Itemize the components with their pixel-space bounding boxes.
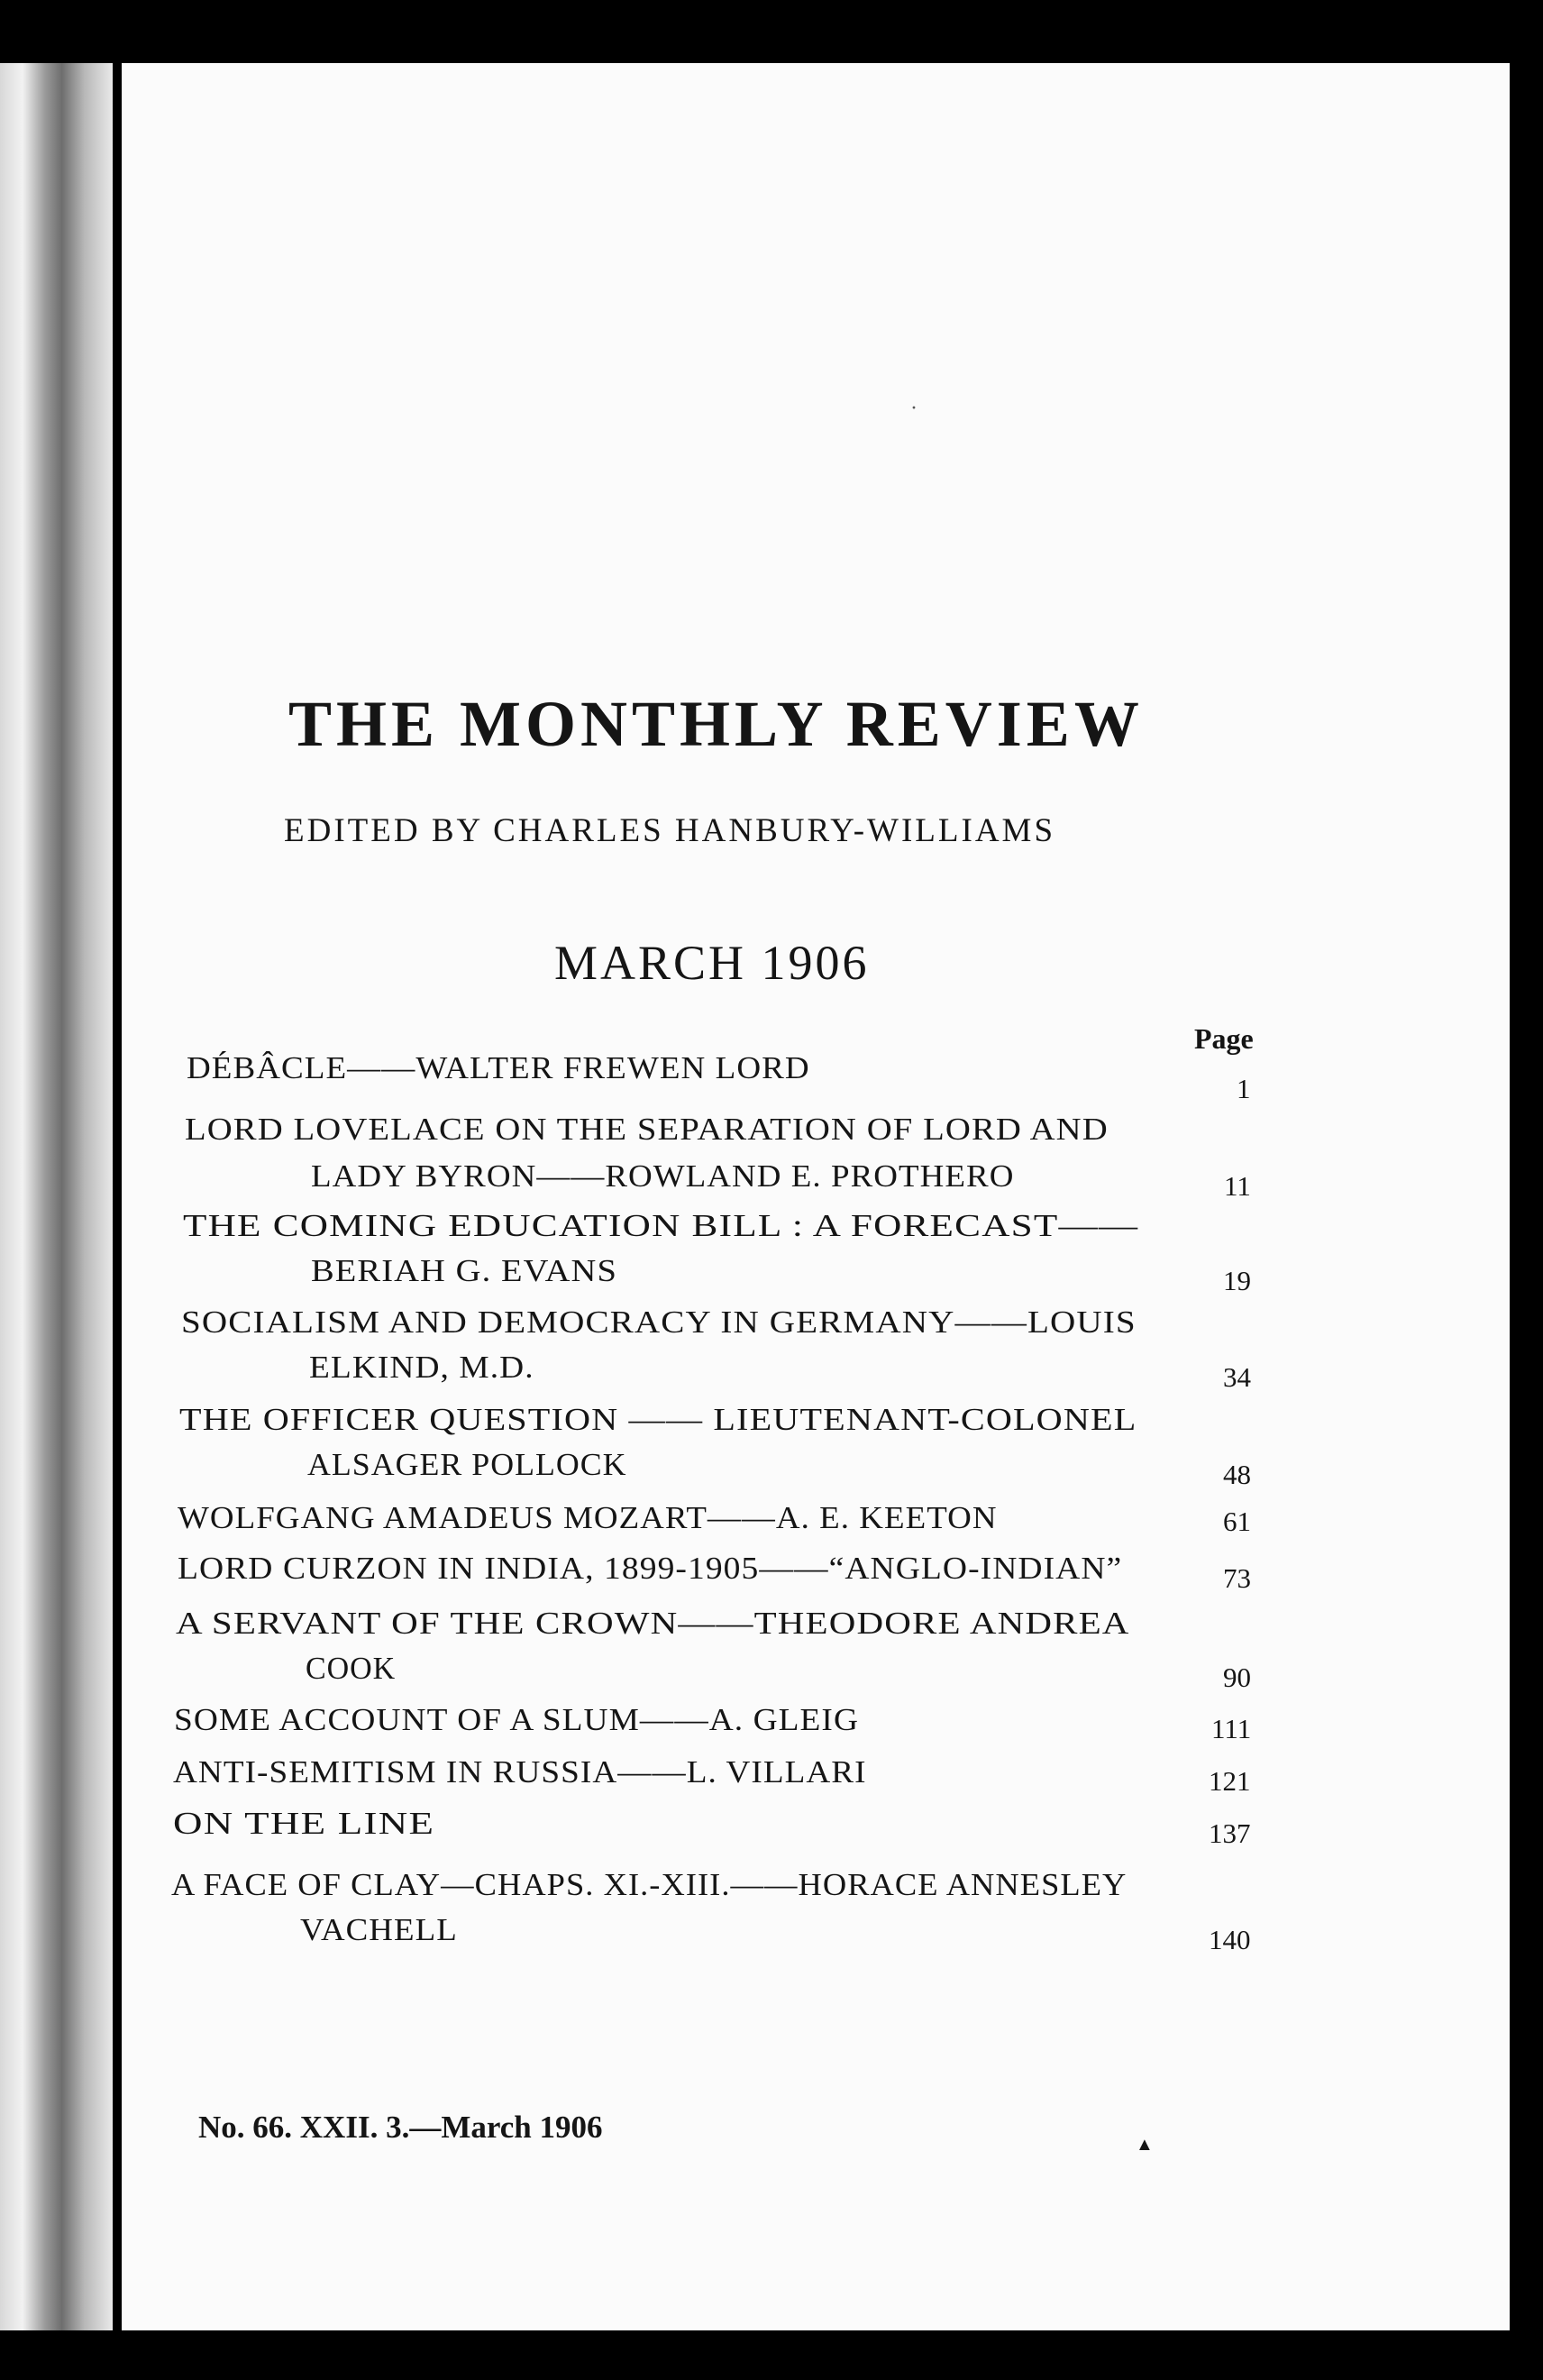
book-spine-edge [0, 63, 113, 2330]
toc-page-number: 61 [1223, 1506, 1251, 1537]
toc-page-number: 140 [1209, 1924, 1251, 1955]
toc-page-number: 11 [1224, 1170, 1251, 1202]
toc-entry-title: SOCIALISM AND DEMOCRACY IN GERMANY——LOUIS [181, 1304, 1137, 1340]
toc-entry-title: DÉBÂCLE——WALTER FREWEN LORD [187, 1050, 810, 1085]
toc-entry-continuation: ALSAGER POLLOCK [307, 1447, 627, 1482]
toc-page-number: 137 [1209, 1817, 1251, 1849]
toc-entry-title: A FACE OF CLAY—CHAPS. XI.-XIII.——HORACE ANNESLEY [171, 1867, 1128, 1902]
toc-page-number: 73 [1223, 1562, 1251, 1594]
journal-title: THE MONTHLY REVIEW [288, 688, 1144, 760]
toc-page-number: 34 [1223, 1361, 1251, 1393]
paper-speck: · [910, 397, 918, 420]
toc-entry-title: ON THE LINE [173, 1806, 435, 1841]
toc-entry-continuation: VACHELL [300, 1912, 458, 1947]
toc-entry-title: THE COMING EDUCATION BILL : A FORECAST—— [183, 1208, 1139, 1243]
toc-entry-continuation: ELKIND, M.D. [309, 1350, 534, 1385]
toc-entry-title: SOME ACCOUNT OF A SLUM——A. GLEIG [174, 1702, 859, 1737]
toc-page-number: 1 [1237, 1073, 1251, 1104]
issue-date: MARCH 1906 [554, 936, 870, 990]
page-paper [122, 63, 1510, 2330]
toc-entry-title: LORD LOVELACE ON THE SEPARATION OF LORD AND [185, 1112, 1109, 1147]
toc-page-number: 90 [1223, 1661, 1251, 1693]
toc-entry-title: LORD CURZON IN INDIA, 1899-1905——“ANGLO-INDIAN” [178, 1551, 1123, 1586]
toc-entry-title: THE OFFICER QUESTION —— LIEUTENANT-COLONEL [179, 1402, 1137, 1437]
toc-entry-title: ANTI-SEMITISM IN RUSSIA——L. VILLARI [173, 1754, 867, 1790]
toc-page-number: 121 [1209, 1765, 1251, 1797]
issue-footer: No. 66. XXII. 3.—March 1906 [198, 2110, 603, 2145]
toc-entry-continuation: LADY BYRON——ROWLAND E. PROTHERO [311, 1158, 1015, 1194]
toc-entry-continuation: COOK [306, 1651, 397, 1686]
signature-mark: ▲ [1136, 2135, 1154, 2155]
toc-entry-continuation: BERIAH G. EVANS [311, 1253, 617, 1288]
toc-page-number: 111 [1211, 1713, 1252, 1744]
toc-entry-title: A SERVANT OF THE CROWN——THEODORE ANDREA [176, 1606, 1130, 1641]
toc-page-number: 48 [1223, 1459, 1251, 1490]
toc-entry-title: WOLFGANG AMADEUS MOZART——A. E. KEETON [178, 1500, 998, 1535]
toc-page-number: 19 [1223, 1265, 1251, 1296]
editor-line: EDITED BY CHARLES HANBURY-WILLIAMS [284, 812, 1056, 849]
page-column-heading: Page [1194, 1022, 1254, 1055]
